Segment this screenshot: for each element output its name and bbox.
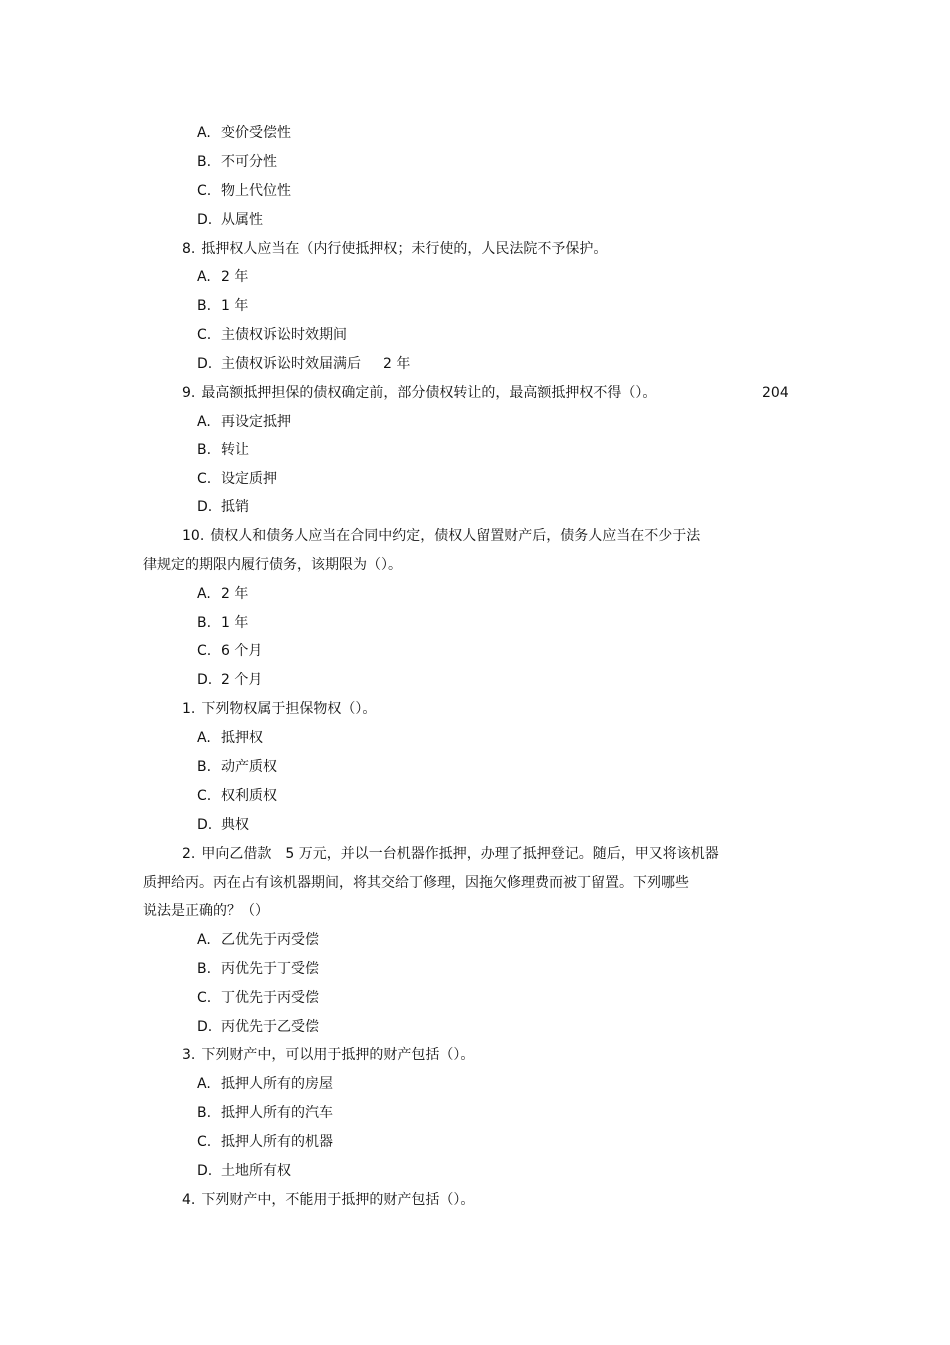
option-c	[197, 326, 347, 344]
option-a	[197, 1075, 333, 1093]
option-d	[197, 671, 262, 689]
option-label: C.	[197, 643, 212, 659]
question-number: 3.	[182, 1047, 196, 1063]
question-m1	[182, 700, 376, 718]
question-text: 甲向乙借款	[201, 846, 272, 862]
option-label: B.	[197, 1105, 212, 1121]
question-number: 10.	[182, 528, 205, 544]
option-label: D.	[197, 1163, 213, 1179]
option-b	[197, 758, 277, 776]
option-label: C.	[197, 990, 212, 1006]
option-text: 变价受偿性	[221, 125, 291, 141]
question-m2	[182, 845, 719, 863]
option-d	[197, 816, 249, 834]
question-8	[182, 240, 607, 258]
option-text: 再设定抵押	[221, 414, 291, 430]
option-text: 动产质权	[221, 759, 277, 775]
question-text: 下列财产中，可以用于抵押的财产包括（）。	[201, 1047, 475, 1063]
option-label: A.	[197, 932, 211, 948]
option-text: 2 个月	[221, 672, 263, 688]
option-text: 从属性	[221, 212, 263, 228]
option-label: B.	[197, 961, 212, 977]
option-text: 转让	[221, 442, 249, 458]
option-label: D.	[197, 212, 213, 228]
option-b	[197, 441, 249, 459]
option-label: A.	[197, 414, 211, 430]
option-c	[197, 787, 277, 805]
option-c	[197, 642, 262, 660]
option-c	[197, 1133, 333, 1151]
option-d	[197, 498, 249, 516]
question-text: 下列财产中，不能用于抵押的财产包括（）。	[201, 1192, 475, 1208]
option-b	[197, 297, 248, 315]
option-d	[197, 211, 263, 229]
option-text: 典权	[221, 817, 249, 833]
question-number: 4.	[182, 1192, 196, 1208]
option-b	[197, 1104, 333, 1122]
option-text: 1 年	[221, 298, 249, 314]
question-m2-continued: 说法是正确的？（）	[143, 903, 269, 919]
question-number: 8.	[182, 241, 196, 257]
option-text: 抵押权	[221, 730, 263, 746]
option-text: 物上代位性	[221, 183, 291, 199]
option-label: B.	[197, 615, 212, 631]
option-a	[197, 931, 319, 949]
question-text: 债权人和债务人应当在合同中约定，债权人留置财产后，债务人应当在不少于法	[210, 528, 701, 544]
option-text: 不可分性	[221, 154, 277, 170]
question-text: 下列物权属于担保物权（）。	[201, 701, 377, 717]
option-text: 抵押人所有的机器	[221, 1134, 333, 1150]
question-m3	[182, 1046, 474, 1064]
option-label: C.	[197, 1134, 212, 1150]
question-number: 1.	[182, 701, 196, 717]
option-text: 抵押人所有的汽车	[221, 1105, 333, 1121]
option-text: 权利质权	[221, 788, 277, 804]
option-a	[197, 729, 263, 747]
option-label: C.	[197, 183, 212, 199]
option-text: 乙优先于丙受偿	[221, 932, 319, 948]
option-c	[197, 470, 277, 488]
option-text: 丙优先于丁受偿	[221, 961, 319, 977]
option-label: B.	[197, 759, 212, 775]
option-label: A.	[197, 1076, 211, 1092]
question-text: 抵押权人应当在（内行使抵押权；未行使的，人民法院不予保护。	[201, 241, 608, 257]
option-c	[197, 182, 291, 200]
option-label: D.	[197, 817, 213, 833]
option-label: B.	[197, 154, 212, 170]
option-label: B.	[197, 442, 212, 458]
question-m2-continued: 质押给丙。丙在占有该机器期间，将其交给丁修理，因拖欠修理费而被丁留置。下列哪些	[143, 875, 689, 891]
question-10-continued: 律规定的期限内履行债务，该期限为（）。	[143, 557, 402, 573]
question-text: 5 万元，并以一台机器作抵押，办理了抵押登记。随后，甲又将该机器	[285, 846, 719, 862]
option-a	[197, 413, 291, 431]
option-d	[197, 355, 410, 373]
question-number: 2.	[182, 846, 196, 862]
option-c	[197, 989, 319, 1007]
option-text-extra: 2 年	[383, 356, 411, 372]
option-text: 6 个月	[221, 643, 263, 659]
option-text: 抵销	[221, 499, 249, 515]
question-text: 最高额抵押担保的债权确定前，部分债权转让的，最高额抵押权不得（）。	[201, 385, 657, 401]
option-d	[197, 1018, 319, 1036]
option-d	[197, 1162, 291, 1180]
option-label: B.	[197, 298, 212, 314]
option-text: 主债权诉讼时效届满后	[221, 356, 361, 372]
option-label: D.	[197, 499, 213, 515]
option-text: 1 年	[221, 615, 249, 631]
option-text: 设定质押	[221, 471, 277, 487]
option-label: C.	[197, 471, 212, 487]
option-label: C.	[197, 327, 212, 343]
option-label: C.	[197, 788, 212, 804]
option-label: D.	[197, 356, 213, 372]
option-a	[197, 124, 291, 142]
option-b	[197, 960, 319, 978]
option-label: A.	[197, 125, 211, 141]
question-m4	[182, 1191, 474, 1209]
option-label: D.	[197, 1019, 213, 1035]
option-text: 抵押人所有的房屋	[221, 1076, 333, 1092]
question-9	[182, 384, 656, 402]
question-10	[182, 527, 700, 545]
page-reference: 204	[762, 385, 789, 401]
option-label: A.	[197, 730, 211, 746]
option-label: A.	[197, 269, 211, 285]
option-text: 2 年	[221, 269, 249, 285]
option-text: 土地所有权	[221, 1163, 291, 1179]
option-text: 丁优先于丙受偿	[221, 990, 319, 1006]
option-text: 主债权诉讼时效期间	[221, 327, 347, 343]
option-label: A.	[197, 586, 211, 602]
question-number: 9.	[182, 385, 196, 401]
option-text: 2 年	[221, 586, 249, 602]
option-b	[197, 153, 277, 171]
option-a	[197, 585, 248, 603]
option-b	[197, 614, 248, 632]
option-a	[197, 268, 248, 286]
option-label: D.	[197, 672, 213, 688]
option-text: 丙优先于乙受偿	[221, 1019, 319, 1035]
